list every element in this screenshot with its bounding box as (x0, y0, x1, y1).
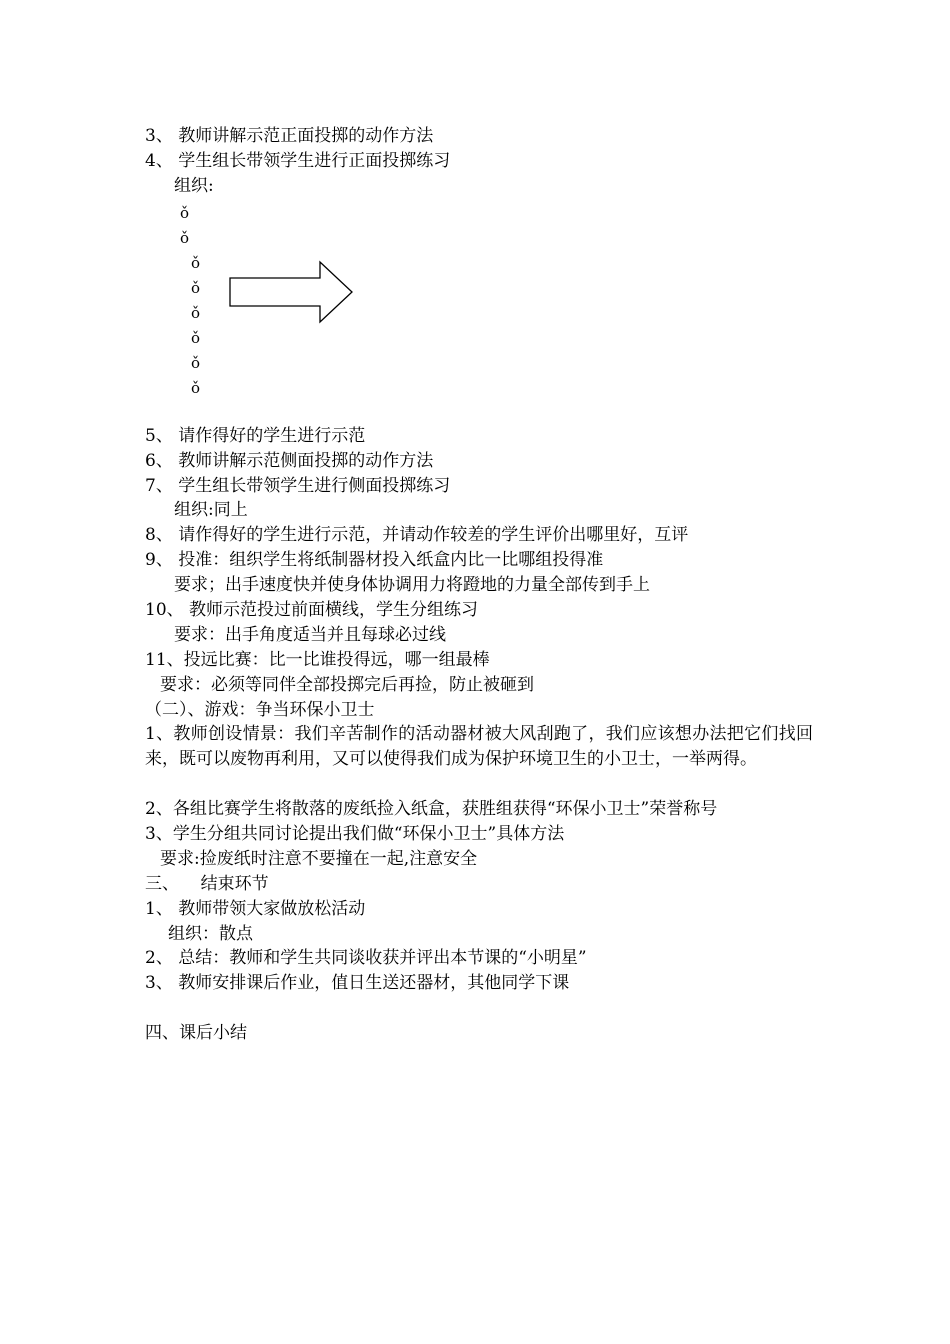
section-summary-heading: 四、课后小结 (145, 1023, 247, 1043)
closing-step-2-summary: 2、 总结：教师和学生共同谈收获并评出本节课的“小明星” (145, 948, 587, 968)
organization-label: 组织: (174, 176, 214, 196)
requirement-speed: 要求；出手速度快并使身体协调用力将蹬地的力量全部传到手上 (174, 575, 650, 595)
student-marker: ǒ (180, 229, 190, 247)
student-marker: ǒ (191, 304, 201, 322)
student-marker: ǒ (191, 254, 201, 272)
step-4-front-throw-practice: 4、 学生组长带领学生进行正面投掷练习 (145, 151, 451, 171)
game-requirement: 要求:捡废纸时注意不要撞在一起,注意安全 (160, 849, 478, 869)
student-marker: ǒ (191, 279, 201, 297)
section-game-heading: （二）、游戏：争当环保小卫士 (145, 700, 375, 720)
game-step-3-discussion: 3、学生分组共同讨论提出我们做“环保小卫士”具体方法 (145, 824, 565, 844)
step-7-side-throw-practice: 7、 学生组长带领学生进行侧面投掷练习 (145, 476, 451, 496)
step-10-line-throw: 10、 教师示范投过前面横线，学生分组练习 (145, 600, 479, 620)
student-marker: ǒ (191, 354, 201, 372)
right-arrow-icon (228, 260, 356, 324)
closing-step-3-homework: 3、 教师安排课后作业，值日生送还器材，其他同学下课 (145, 973, 570, 993)
step-6-demonstrate-side-throw: 6、 教师讲解示范侧面投掷的动作方法 (145, 451, 434, 471)
closing-organization: 组织：散点 (168, 924, 253, 944)
game-step-2-collect-paper: 2、各组比赛学生将散落的废纸捡入纸盒，获胜组获得“环保小卫士”荣誉称号 (145, 799, 718, 819)
step-11-distance-contest: 11、投远比赛：比一比谁投得远，哪一组最棒 (145, 650, 490, 670)
student-marker: ǒ (191, 329, 201, 347)
step-5-demonstration: 5、 请作得好的学生进行示范 (145, 426, 366, 446)
student-marker: ǒ (191, 379, 201, 397)
step-8-peer-evaluation: 8、 请作得好的学生进行示范，并请动作较差的学生评价出哪里好，互评 (145, 525, 689, 545)
step-3-demonstrate-front-throw: 3、 教师讲解示范正面投掷的动作方法 (145, 126, 434, 146)
requirement-angle: 要求：出手角度适当并且每球必过线 (174, 625, 446, 645)
closing-step-1-relax: 1、 教师带领大家做放松活动 (145, 899, 366, 919)
requirement-safety: 要求：必须等同伴全部投掷完后再捡，防止被砸到 (160, 675, 534, 695)
game-step-1-scenario: 1、教师创设情景：我们辛苦制作的活动器材被大风刮跑了，我们应该想办法把它们找回来，既可以废物再利用，又可以使得我们成为保护环境卫生的小卫士，一举两得。 (145, 724, 813, 769)
organization-same: 组织:同上 (174, 500, 248, 520)
section-closing-heading: 三、 结束环节 (145, 874, 269, 894)
student-marker: ǒ (180, 204, 190, 222)
step-9-accuracy-throw: 9、 投准：组织学生将纸制器材投入纸盒内比一比哪组投得准 (145, 550, 604, 570)
